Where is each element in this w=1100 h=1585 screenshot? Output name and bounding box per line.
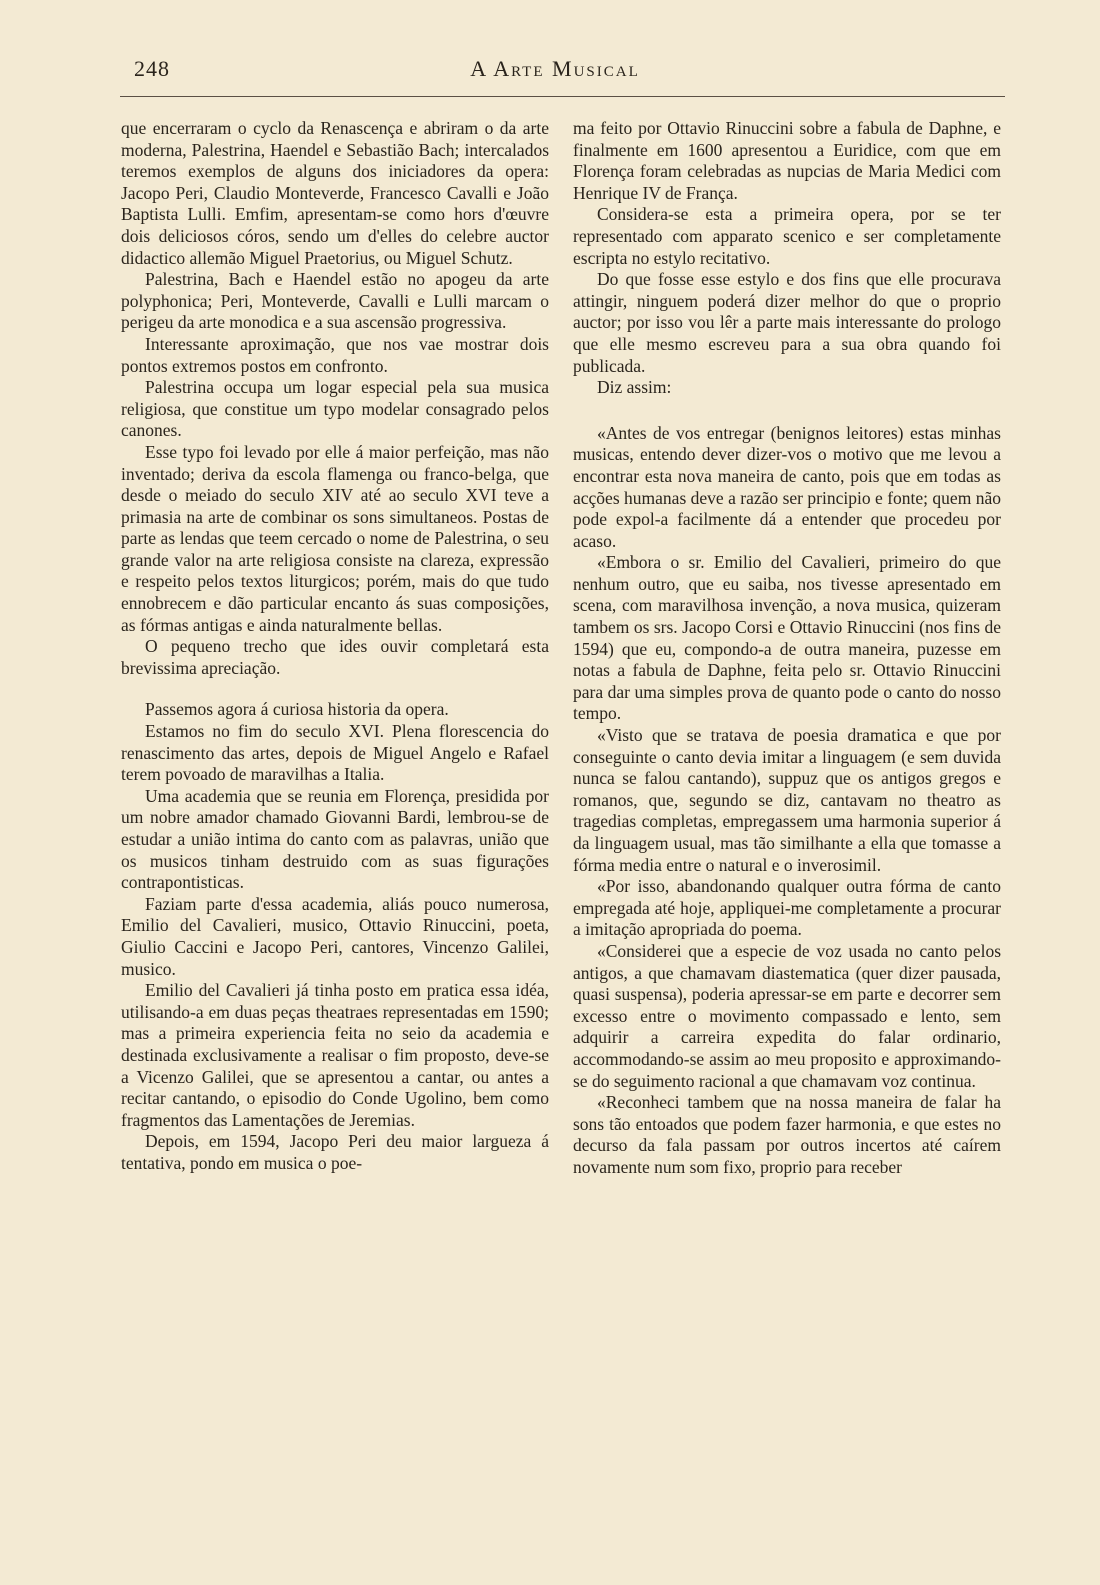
paragraph: «Visto que se tratava de poesia dramatica e que por conseguinte o canto devia imitar a linguagem (e sem duvida nunca se falou cantando), suppuz que os antigos gregos e romanos, que, segundo se diz, cantavam no theatro as tragedias completas, empregassem uma harmonia superior á da linguagem usual, mas tão similhante a ella que tomasse a fórma media entre o natural e o inverosimil. [573, 725, 1001, 875]
paragraph: Passemos agora á curiosa historia da opera. [145, 699, 449, 720]
paragraph: Faziam parte d'essa academia, aliás pouco numerosa, Emilio del Cavalieri, musico, Ottavio Rinuccini, poeta, Giulio Caccini e Jacopo Peri, cantores, Vincenzo Galilei, musico. [121, 893, 549, 979]
paragraph: «Antes de vos entregar (benignos leitores) estas minhas musicas, entendo dever dizer-vos o motivo que me levou a encontrar esta nova maneira de canto, pois que em todas as acções humanas deve a razão ser principio e fonte; quem não pode expol-a facilmente dá a entender que procedeu por acaso. [573, 422, 1001, 551]
paragraph: O pequeno trecho que ides ouvir completará esta brevissima apreciação. [121, 636, 549, 678]
header-rule [120, 96, 1005, 97]
paragraph: Palestrina occupa um logar especial pela sua musica religiosa, que constitue um typo modelar consagrado pelos canones. [121, 377, 549, 441]
right-column [573, 118, 1001, 1179]
page-header [120, 52, 990, 92]
paragraph: Do que fosse esse estylo e dos fins que elle procurava attingir, ninguem poderá dizer melhor do que o proprio auctor; por isso vou lêr a parte mais interessante do prologo que elle mesmo escreveu para a sua obra quando foi publicada. [573, 269, 1001, 376]
paragraph: Diz assim: [597, 377, 672, 398]
paragraph: Palestrina, Bach e Haendel estão no apogeu da arte polyphonica; Peri, Monteverde, Cavalli e Lulli marcam o perigeu da arte monodica e a sua ascensão progressiva. [121, 269, 549, 333]
paragraph: ma feito por Ottavio Rinuccini sobre a fabula de Daphne, e finalmente em 1600 apresentou a Euridice, com que em Florença foram celebradas as nupcias de Maria Medici com Henrique IV de França. [573, 118, 1001, 203]
paragraph: Estamos no fim do seculo XVI. Plena florescencia do renascimento das artes, depois de Miguel Angelo e Rafael terem povoado de maravilhas a Italia. [121, 721, 549, 785]
page-number: 248 [134, 56, 170, 81]
paragraph: «Reconheci tambem que na nossa maneira de falar ha sons tão entoados que podem fazer harmonia, e que estes no decurso da fala passam por outros incertos até caírem novamente num som fixo, proprio para receber [573, 1092, 1001, 1177]
paragraph: Interessante aproximação, que nos vae mostrar dois pontos extremos postos em confronto. [121, 333, 549, 376]
left-column [121, 118, 549, 1175]
running-title: A Arte Musical [470, 56, 640, 81]
paragraph: Esse typo foi levado por elle á maior perfeição, mas não inventado; deriva da escola flamenga ou franco-belga, que desde o meiado do seculo XIV até ao seculo XVI teve a primasia na arte de combinar os sons simultaneos. Postas de parte as lendas que teem cercado o nome de Palestrina, o seu grande valor na arte religiosa consiste na clareza, expressão e respeito pelos textos liturgicos; porém, mais do que tudo ennobrecem e dão particular encanto ás suas composições, as fórmas antigas e ainda naturalmente bellas. [121, 441, 549, 635]
paragraph: Emilio del Cavalieri já tinha posto em pratica essa idéa, utilisando-a em duas peças theatraes representadas em 1590; mas a primeira experiencia feita no seio da academia e destinada exclusivamente a realisar o fim proposto, deve-se a Vicenzo Galilei, que se apresentou a cantar, ou antes a recitar cantando, o episodio do Conde Ugolino, bem como fragmentos das Lamentações de Jeremias. [121, 980, 549, 1130]
paragraph: Considera-se esta a primeira opera, por se ter representado com apparato scenico e ser completamente escripta no estylo recitativo. [573, 204, 1001, 268]
paragraph: que encerraram o cyclo da Renascença e abriram o da arte moderna, Palestrina, Haendel e Sebastião Bach; intercalados teremos exemplos de alguns dos iniciadores da opera: Jacopo Peri, Claudio Monteverde, Francesco Cavalli e João Baptista Lulli. Emfim, apresentam-se como hors d'œuvre dois deliciosos córos, sendo um d'elles do celebre auctor didactico allemão Miguel Praetorius, ou Miguel Schutz. [121, 118, 549, 268]
paragraph: «Por isso, abandonando qualquer outra fórma de canto empregada até hoje, appliquei-me completamente a procurar a imitação apropriada do poema. [573, 876, 1001, 940]
paragraph: Uma academia que se reunia em Florença, presidida por um nobre amador chamado Giovanni Bardi, lembrou-se de estudar a união intima do canto com as palavras, união que os musicos tinham destruido com as suas figurações contrapontisticas. [121, 785, 549, 893]
paragraph: «Embora o sr. Emilio del Cavalieri, primeiro do que nenhum outro, que eu saiba, nos tivesse apresentado em scena, com maravilhosa invenção, a nova musica, quizeram tambem os srs. Jacopo Corsi e Ottavio Rinuccini (nos fins de 1594) que eu, compondo-a de outra maneira, puzesse em notas a fabula de Daphne, feita pelo sr. Ottavio Rinuccini para dar uma simples prova de quanto pode o canto do nosso tempo. [573, 552, 1001, 724]
paragraph: «Considerei que a especie de voz usada no canto pelos antigos, a que chamavam diastematica (quer dizer pausada, quasi suspensa), poderia apressar-se em parte e decorrer sem excesso entre o movimento compassado e lento, sem adquirir a carreira expedita do falar ordinario, accommodando-se assim ao meu proposito e approximando-se do seguimento racional a que chamavam voz continua. [573, 940, 1001, 1091]
paragraph: Depois, em 1594, Jacopo Peri deu maior largueza á tentativa, pondo em musica o poe- [121, 1131, 549, 1173]
